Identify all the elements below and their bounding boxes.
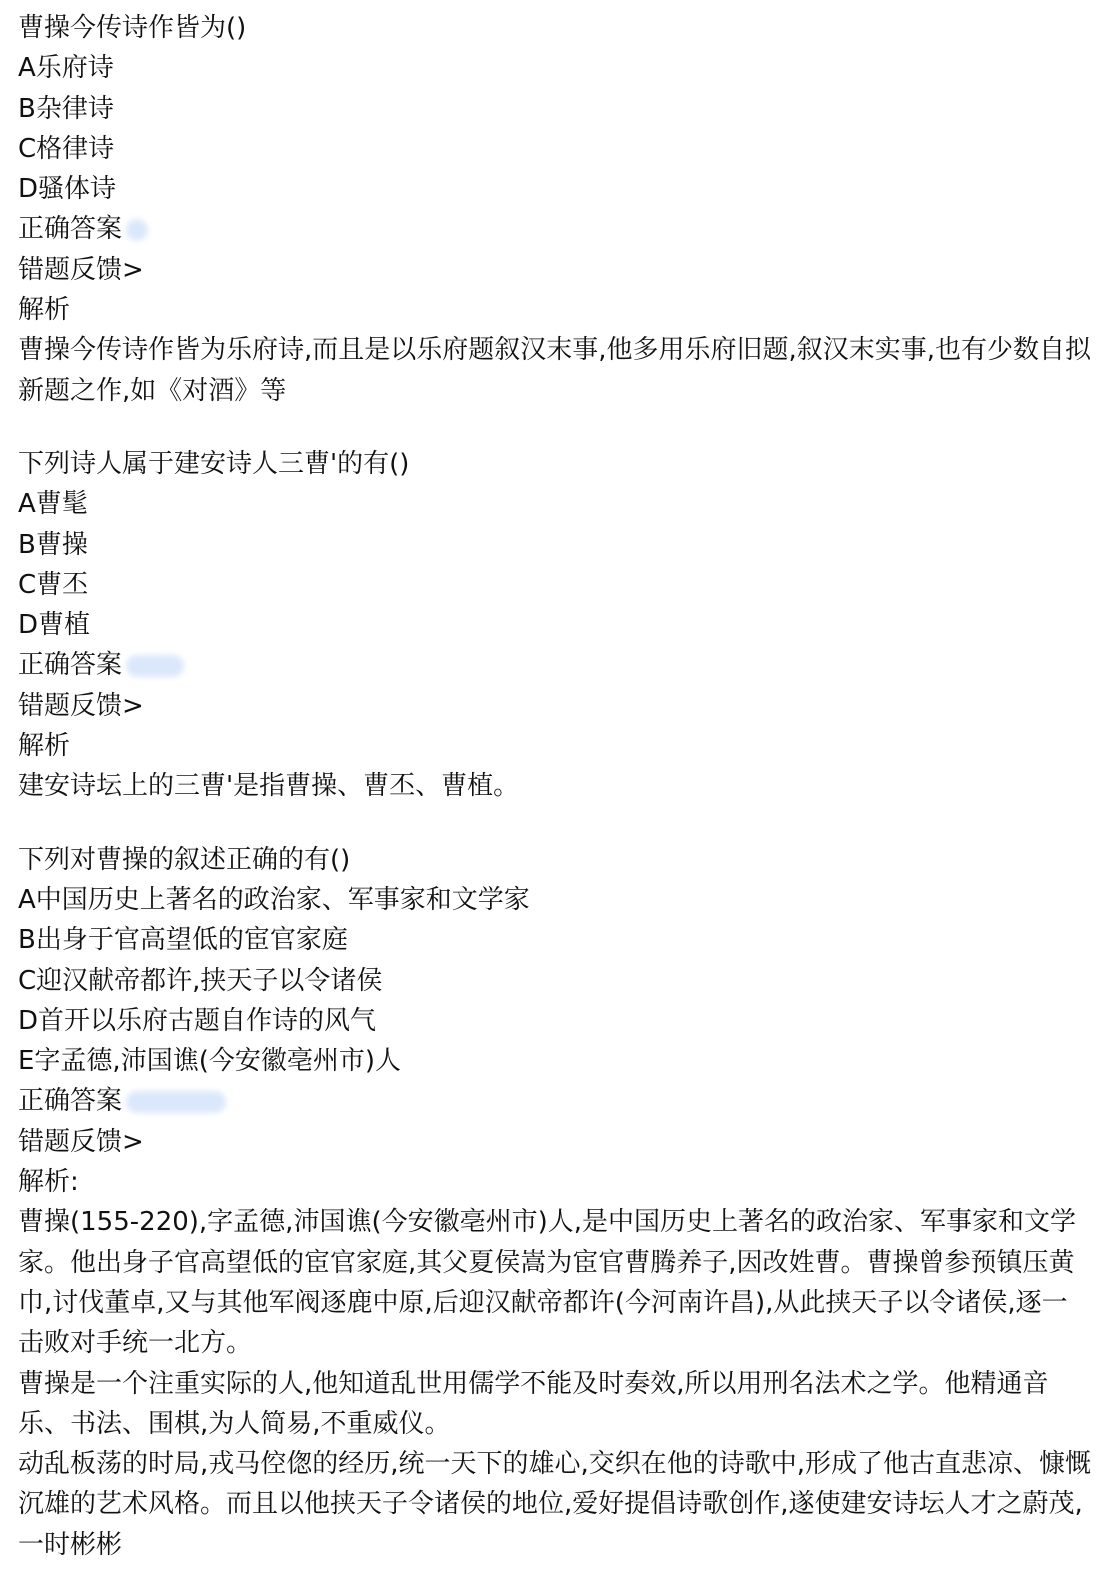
option-d[interactable]: D骚体诗 (18, 174, 117, 205)
analysis-text: 建安诗坛上的三曹'是指曹操、曹丕、曹植。 (18, 771, 520, 802)
analysis-label: 解析 (18, 731, 71, 762)
blurred-answer (126, 1091, 226, 1113)
option-a[interactable]: A曹髦 (18, 489, 88, 520)
analysis-text: 曹操今传诗作皆为乐府诗,而且是以乐府题叙汉末事,他多用乐府旧题,叙汉末实事,也有少数自拟新题之作,如《对酒》等 (18, 335, 1092, 406)
correct-answer-label: 正确答案 (18, 1086, 123, 1117)
analysis-paragraph-3: 动乱板荡的时局,戎马倥偬的经历,统一天下的雄心,交织在他的诗歌中,形成了他古直悲凉、慷慨沉雄的艺术风格。而且以他挟天子令诸侯的地位,爱好提倡诗歌创作,遂使建安诗坛人才之蔚茂,一时彬彬 (18, 1449, 1092, 1560)
correct-answer-row (18, 209, 1092, 249)
option-d[interactable]: D曹植 (18, 610, 91, 641)
option-b[interactable]: B杂律诗 (18, 93, 114, 124)
question-block-3 (18, 840, 1092, 1565)
blurred-answer (126, 655, 184, 677)
analysis-label: 解析 (18, 295, 71, 326)
option-a[interactable]: A乐府诗 (18, 53, 114, 84)
option-d[interactable]: D首开以乐府古题自作诗的风气 (18, 1005, 377, 1036)
question-block-2 (18, 444, 1092, 807)
analysis-paragraph-1: 曹操(155-220),字孟德,沛国谯(今安徽亳州市)人,是中国历史上著名的政治家、军事家和文学家。他出身子官高望低的宦官家庭,其父夏侯嵩为宦官曹腾养子,因改姓曹。曹操曾参预镇压黄巾,讨伐董卓,又与其他军阀逐鹿中原,后迎汉献帝都许(今河南许昌),从此挟天子以令诸侯,逐一击败对手统一北方。 (18, 1207, 1077, 1359)
question-text: 下列对曹操的叙述正确的有() (18, 844, 351, 875)
analysis-label: 解析: (18, 1167, 79, 1198)
error-feedback-link[interactable]: 错题反馈> (18, 690, 144, 721)
question-block-1 (18, 8, 1092, 411)
correct-answer-label: 正确答案 (18, 650, 123, 681)
correct-answer-row (18, 645, 1092, 685)
option-a[interactable]: A中国历史上著名的政治家、军事家和文学家 (18, 884, 530, 915)
option-e[interactable]: E字孟德,沛国谯(今安徽亳州市)人 (18, 1046, 401, 1077)
error-feedback-link[interactable]: 错题反馈> (18, 1126, 144, 1157)
option-c[interactable]: C曹丕 (18, 569, 89, 600)
section-spacer (18, 411, 1092, 444)
question-text: 曹操今传诗作皆为() (18, 13, 247, 43)
option-b[interactable]: B曹操 (18, 529, 88, 560)
correct-answer-label: 正确答案 (18, 214, 123, 245)
section-spacer (18, 807, 1092, 840)
option-c[interactable]: C迎汉献帝都许,挟天子以令诸侯 (18, 965, 383, 996)
analysis-paragraph-2: 曹操是一个注重实际的人,他知道乱世用儒学不能及时奏效,所以用刑名法术之学。他精通音乐、书法、围棋,为人简易,不重威仪。 (18, 1368, 1049, 1439)
blurred-answer (126, 219, 148, 241)
option-c[interactable]: C格律诗 (18, 133, 115, 164)
correct-answer-row (18, 1081, 1092, 1121)
option-b[interactable]: B出身于官高望低的宦官家庭 (18, 925, 348, 956)
error-feedback-link[interactable]: 错题反馈> (18, 254, 144, 285)
question-text: 下列诗人属于建安诗人三曹'的有() (18, 448, 410, 479)
